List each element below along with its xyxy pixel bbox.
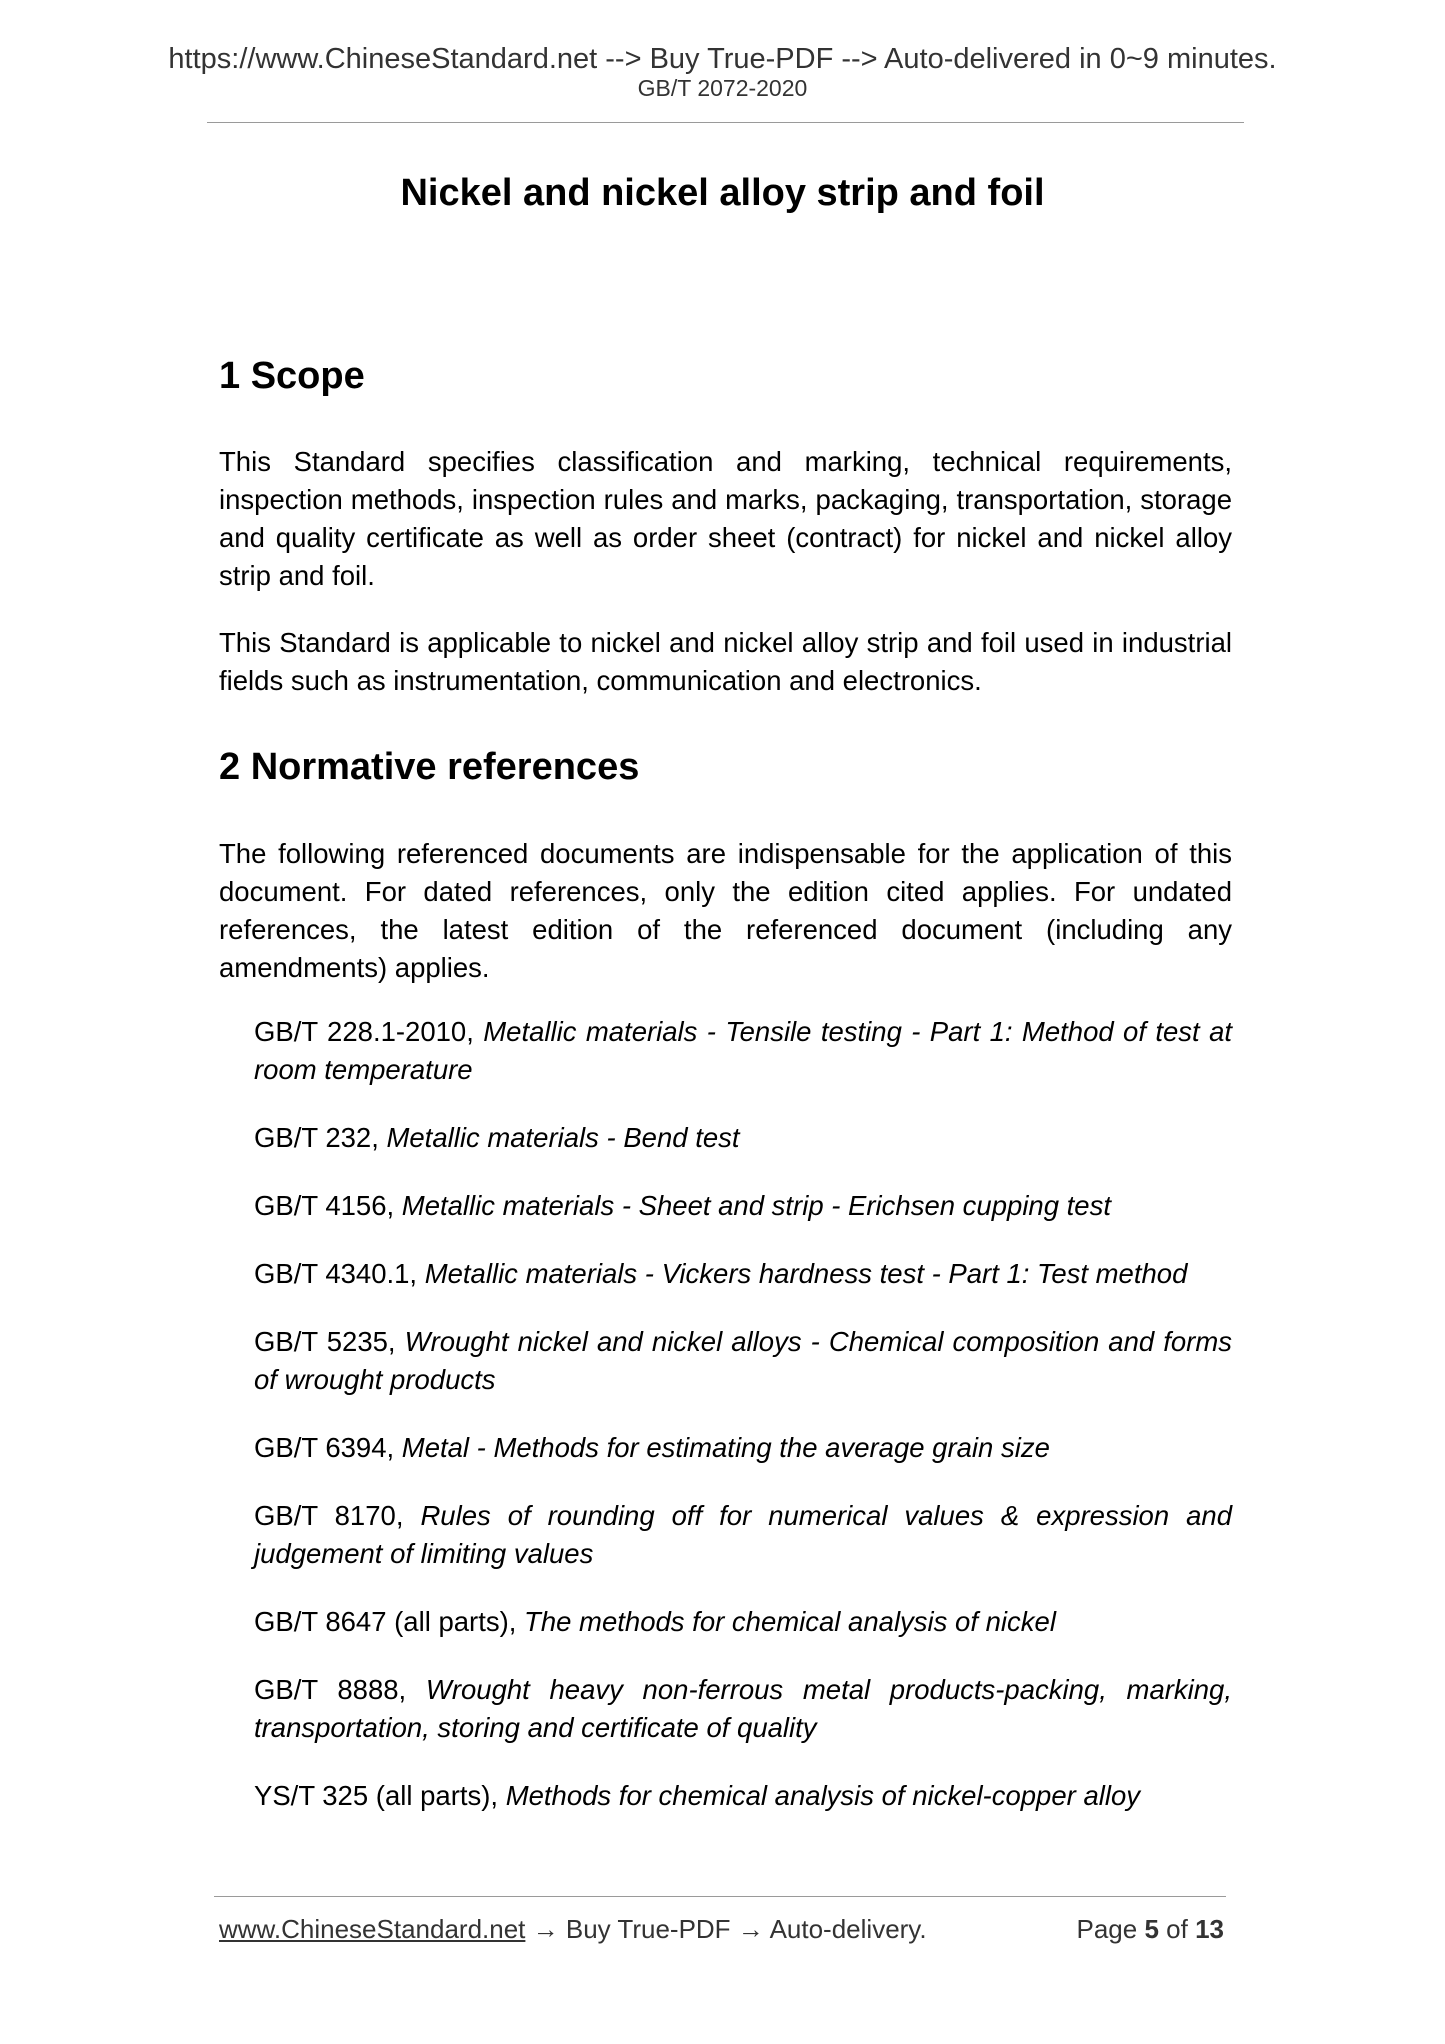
reference-item xyxy=(254,1119,1232,1157)
footer-site-link[interactable]: www.ChineseStandard.net xyxy=(219,1914,526,1944)
reference-title: Wrought nickel and nickel alloys - Chemical composition and forms of wrought products xyxy=(254,1326,1232,1395)
reference-item xyxy=(254,1429,1232,1467)
reference-code: GB/T 5235, xyxy=(254,1326,405,1357)
reference-title: Metallic materials - Bend test xyxy=(386,1122,740,1153)
reference-item xyxy=(254,1603,1232,1641)
reference-title: Methods for chemical analysis of nickel-copper alloy xyxy=(505,1780,1141,1811)
reference-title: Metal - Methods for estimating the average grain size xyxy=(401,1432,1050,1463)
section-heading-normative-references: 2 Normative references xyxy=(219,746,640,788)
top-banner: https://www.ChineseStandard.net --> Buy True-PDF --> Auto-delivered in 0~9 minutes. xyxy=(168,43,1277,75)
header-divider xyxy=(207,122,1244,123)
reference-code: GB/T 8888, xyxy=(254,1674,426,1705)
footer-divider xyxy=(214,1896,1226,1897)
page-indicator xyxy=(1076,1913,1224,1945)
scope-paragraph: This Standard specifies classification and marking, technical requirements, inspection methods, inspection rules and marks, packaging, transportation, storage and quality certificate as well as order sheet (contract) for nickel and nickel alloy strip and foil. xyxy=(219,446,1232,591)
reference-item xyxy=(254,1323,1232,1399)
scope-paragraph: This Standard is applicable to nickel and nickel alloy strip and foil used in industrial fields such as instrumentation, communication and electronics. xyxy=(219,627,1232,696)
reference-title: The methods for chemical analysis of nickel xyxy=(524,1606,1056,1637)
reference-code: GB/T 4340.1, xyxy=(254,1258,425,1289)
reference-title: Wrought heavy non-ferrous metal products-packing, marking, transportation, storing and certificate of quality xyxy=(254,1674,1232,1743)
reference-code: GB/T 8647 (all parts), xyxy=(254,1606,525,1637)
reference-code: GB/T 8170, xyxy=(254,1500,421,1531)
reference-item xyxy=(254,1497,1232,1573)
section-heading-scope: 1 Scope xyxy=(219,355,365,397)
reference-title: Metallic materials - Tensile testing - Part 1: Method of test at room temperature xyxy=(254,1016,1233,1085)
current-page-number: 5 xyxy=(1144,1914,1159,1944)
reference-item xyxy=(254,1777,1232,1815)
reference-item xyxy=(254,1255,1232,1293)
page-of-label: of xyxy=(1166,1914,1188,1944)
footer-promo-text: → Buy True-PDF → Auto-delivery. xyxy=(525,1914,927,1944)
reference-item xyxy=(254,1187,1232,1225)
reference-code: GB/T 6394, xyxy=(254,1432,402,1463)
page-label: Page xyxy=(1076,1914,1138,1944)
reference-code: YS/T 325 (all parts), xyxy=(254,1780,506,1811)
total-page-count: 13 xyxy=(1195,1914,1224,1944)
reference-title: Rules of rounding off for numerical values & expression and judgement of limiting values xyxy=(254,1500,1232,1569)
document-code: GB/T 2072-2020 xyxy=(637,75,808,101)
reference-item xyxy=(254,1013,1232,1089)
reference-title: Metallic materials - Vickers hardness test - Part 1: Test method xyxy=(424,1258,1188,1289)
reference-code: GB/T 4156, xyxy=(254,1190,402,1221)
reference-list xyxy=(254,1013,1232,1845)
reference-item xyxy=(254,1671,1232,1747)
reference-code: GB/T 232, xyxy=(254,1122,387,1153)
reference-code: GB/T 228.1-2010, xyxy=(254,1016,484,1047)
footer-promo xyxy=(219,1913,927,1945)
normative-references-intro: The following referenced documents are indispensable for the application of this document. For dated references, only the edition cited applies. For undated references, the latest edition of the referenced document (including any amendments) applies. xyxy=(219,838,1232,983)
document-title: Nickel and nickel alloy strip and foil xyxy=(400,172,1045,214)
reference-title: Metallic materials - Sheet and strip - Erichsen cupping test xyxy=(401,1190,1111,1221)
